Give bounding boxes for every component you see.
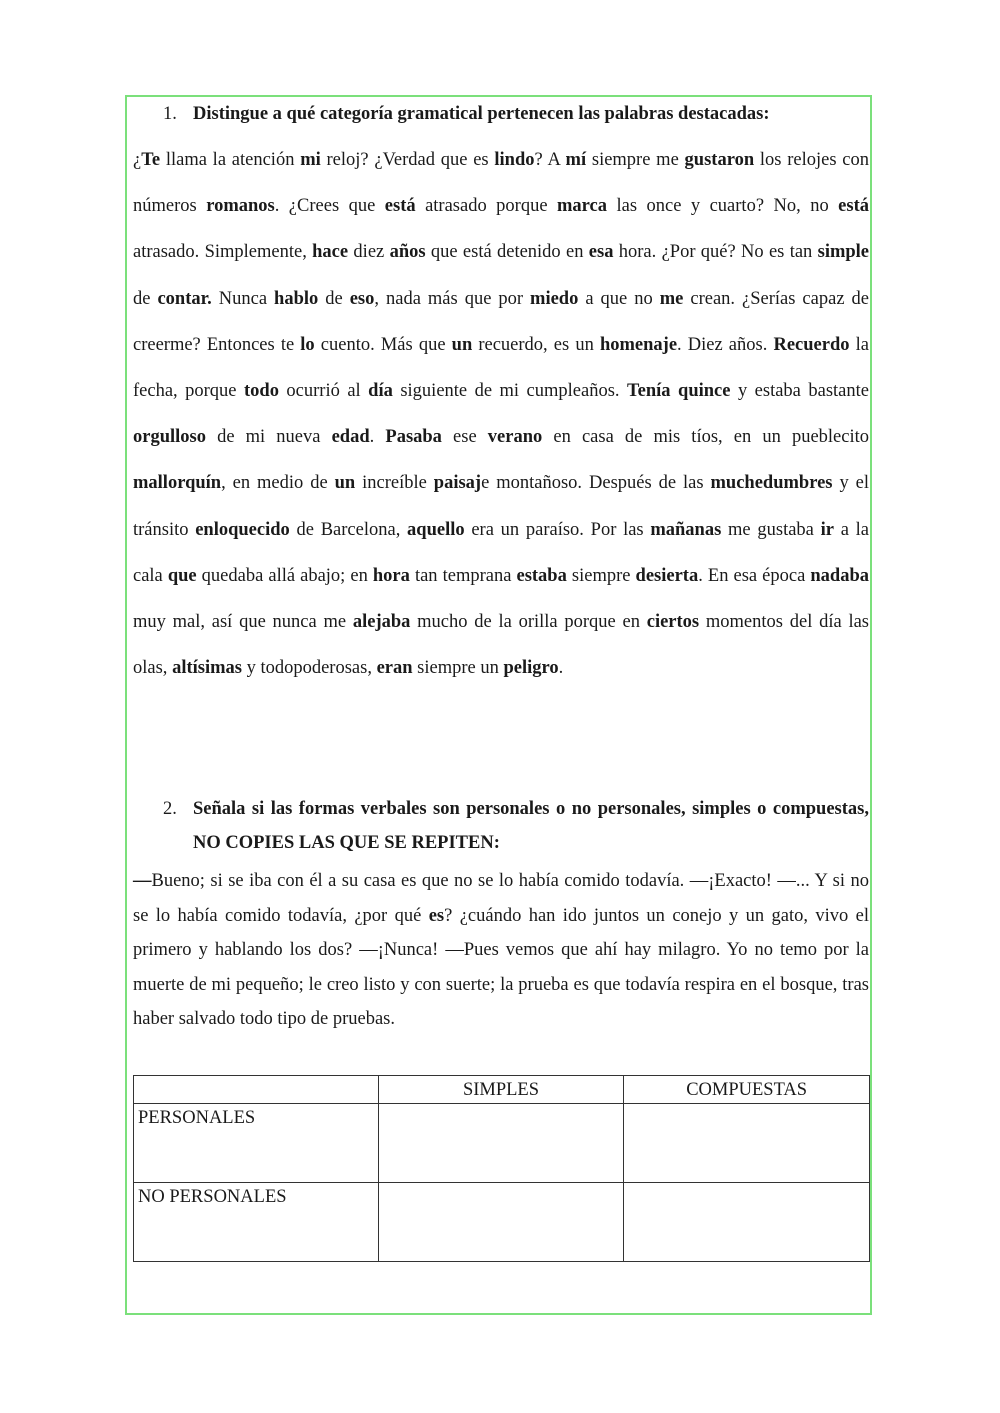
- highlighted-word: esa: [588, 242, 614, 263]
- passage-text: siempre: [566, 565, 636, 586]
- question-1-passage: [133, 137, 869, 691]
- highlighted-word: edad: [331, 427, 370, 448]
- passage-text: era un paraíso. Por las: [464, 519, 651, 540]
- passage-text: que está detenido en: [425, 242, 589, 263]
- question-1-title: [163, 97, 770, 131]
- highlighted-word: muchedumbres: [710, 473, 833, 494]
- row-label-no-personales: NO PERSONALES: [134, 1183, 379, 1262]
- table-header-row: [134, 1076, 870, 1104]
- highlighted-word: lo: [300, 334, 315, 355]
- passage-text: llama la atención: [160, 150, 301, 170]
- passage-text: ? ¿cuándo han ido juntos un conejo y un gato, vivo el primero y hablando los dos? —¡Nunca! —Pues vemos que ahí hay milagro. Yo no temo por la muerte de mi pequeño; le creo listo y con suerte; la prueba es que todavía respira en el bosque, tras haber salvado todo tipo de pruebas.: [133, 905, 869, 1030]
- passage-text: Bueno; si se iba con él a su casa es que no se lo había comido todavía. —¡Exacto! —... Y si no se lo había comido todavía, ¿por qué: [133, 871, 869, 926]
- passage-text: me gustaba: [721, 519, 821, 540]
- highlighted-word: mañanas: [650, 519, 722, 540]
- highlighted-word: Pasaba: [385, 427, 442, 448]
- passage-text: momentos del día las olas,: [133, 612, 869, 679]
- passage-text: ocurrió al: [278, 381, 369, 402]
- table-header-compuestas: COMPUESTAS: [624, 1076, 870, 1104]
- passage-text: las once y cuarto? No, no: [607, 196, 839, 217]
- highlighted-word: años: [389, 242, 426, 263]
- highlighted-word: está: [838, 196, 869, 217]
- highlighted-word: simple: [817, 242, 870, 263]
- question-2-title: [163, 792, 869, 860]
- highlighted-word: mi: [300, 150, 321, 170]
- passage-text: siguiente de mi cumpleaños.: [392, 381, 628, 402]
- passage-text: atrasado. Simplemente,: [133, 242, 313, 263]
- highlighted-word: todo: [244, 381, 279, 402]
- highlighted-word: marca: [557, 196, 608, 217]
- passage-text: hora. ¿Por qué? No es tan: [613, 242, 818, 263]
- highlighted-word: mallorquín: [133, 473, 222, 494]
- highlighted-word: aquello: [407, 519, 465, 540]
- question-1-number: 1.: [163, 104, 177, 124]
- highlighted-word: nadaba: [810, 565, 869, 586]
- highlighted-word: contar.: [157, 288, 212, 309]
- passage-text: quedaba allá abajo; en: [196, 565, 373, 586]
- highlighted-word: romanos: [206, 196, 275, 217]
- verb-classification-table: [133, 1075, 870, 1262]
- answer-cell[interactable]: [624, 1104, 870, 1183]
- highlighted-word: eso: [349, 288, 375, 309]
- passage-text: cuento. Más que: [314, 334, 452, 355]
- highlighted-word: lindo: [494, 150, 535, 170]
- highlighted-word: altísimas: [172, 658, 242, 679]
- highlighted-word: es: [428, 905, 445, 926]
- highlighted-word: está: [384, 196, 416, 217]
- highlighted-word: hora: [372, 565, 410, 586]
- passage-text: increíble: [355, 473, 434, 494]
- passage-text: . ¿Crees que: [274, 196, 385, 217]
- passage-text: diez: [348, 242, 390, 263]
- highlighted-word: ciertos: [646, 612, 700, 633]
- highlighted-word: ir: [820, 519, 834, 540]
- passage-text: en casa de mis tíos, en un pueblecito: [542, 427, 870, 448]
- answer-cell[interactable]: [378, 1183, 624, 1262]
- passage-text: , en medio de: [221, 473, 335, 494]
- question-2-title-text: Señala si las formas verbales son personales o no personales, simples o compuestas, NO COPIES LAS QUE SE REPITEN:: [193, 799, 869, 853]
- row-label-personales: PERSONALES: [134, 1104, 379, 1183]
- highlighted-word: un: [334, 473, 356, 494]
- table-header-simples: SIMPLES: [378, 1076, 624, 1104]
- highlighted-word: peligro: [503, 658, 559, 679]
- highlighted-word: eran: [376, 658, 413, 679]
- highlighted-word: me: [659, 288, 684, 309]
- highlighted-word: verano: [487, 427, 543, 448]
- highlighted-word: paisaj: [433, 473, 482, 494]
- passage-text: siempre un: [412, 658, 504, 679]
- passage-text: recuerdo, es un: [472, 334, 600, 355]
- passage-text: a que no: [578, 288, 660, 309]
- question-2-passage: [133, 864, 869, 1037]
- answer-cell[interactable]: [378, 1104, 624, 1183]
- passage-text: , nada más que por: [374, 288, 531, 309]
- highlighted-word: hablo: [274, 288, 319, 309]
- highlighted-word: Te: [141, 150, 161, 170]
- passage-text: de Barcelona,: [289, 519, 408, 540]
- highlighted-word: gustaron: [684, 150, 755, 170]
- passage-text: ¿: [133, 150, 142, 170]
- passage-text: crean. ¿Serías capaz de creerme? Entonces te: [133, 288, 869, 355]
- highlighted-word: enloquecido: [195, 519, 290, 540]
- passage-text: de: [318, 288, 350, 309]
- highlighted-word: —: [133, 871, 152, 891]
- question-1-title-text: Distingue a qué categoría gramatical pertenecen las palabras destacadas:: [193, 104, 770, 124]
- passage-text: ese: [441, 427, 488, 448]
- passage-text: de: [133, 288, 158, 309]
- table-row: [134, 1183, 870, 1262]
- highlighted-word: Tenía quince: [627, 381, 731, 402]
- answer-cell[interactable]: [624, 1183, 870, 1262]
- highlighted-word: mí: [565, 150, 587, 170]
- passage-text: . Diez años.: [677, 334, 774, 355]
- highlighted-word: orgulloso: [133, 427, 206, 448]
- passage-text: e montañoso. Después de las: [481, 473, 711, 494]
- highlighted-word: que: [167, 565, 197, 586]
- passage-text: mucho de la orilla porque en: [410, 612, 647, 633]
- passage-text: de mi nueva: [205, 427, 332, 448]
- highlighted-word: miedo: [530, 288, 579, 309]
- passage-text: los relojes con números: [133, 150, 870, 217]
- passage-text: .: [369, 427, 386, 448]
- passage-text: muy mal, así que nunca me: [133, 612, 353, 633]
- passage-text: Nunca: [211, 288, 275, 309]
- passage-text: a la cala: [133, 519, 869, 586]
- passage-text: y todopoderosas,: [241, 658, 377, 679]
- highlighted-word: estaba: [516, 565, 567, 586]
- passage-text: . En esa época: [698, 565, 811, 586]
- passage-text: atrasado porque: [415, 196, 558, 217]
- passage-text: ? A: [534, 150, 566, 170]
- highlighted-word: día: [368, 381, 393, 402]
- passage-text: siempre me: [586, 150, 685, 170]
- table-row: [134, 1104, 870, 1183]
- passage-text: .: [558, 658, 564, 679]
- table-header-cell: [134, 1076, 379, 1104]
- highlighted-word: un: [451, 334, 473, 355]
- passage-text: la fecha, porque: [133, 334, 869, 402]
- highlighted-word: homenaje: [599, 334, 678, 355]
- highlighted-word: hace: [312, 242, 349, 263]
- passage-text: y el tránsito: [133, 473, 869, 540]
- question-2-number: 2.: [163, 799, 177, 819]
- highlighted-word: alejaba: [352, 612, 411, 633]
- highlighted-word: Recuerdo: [773, 334, 850, 355]
- highlighted-word: desierta: [635, 565, 699, 586]
- passage-text: tan temprana: [409, 565, 517, 586]
- passage-text: y estaba bastante: [730, 381, 869, 402]
- passage-text: reloj? ¿Verdad que es: [320, 150, 495, 170]
